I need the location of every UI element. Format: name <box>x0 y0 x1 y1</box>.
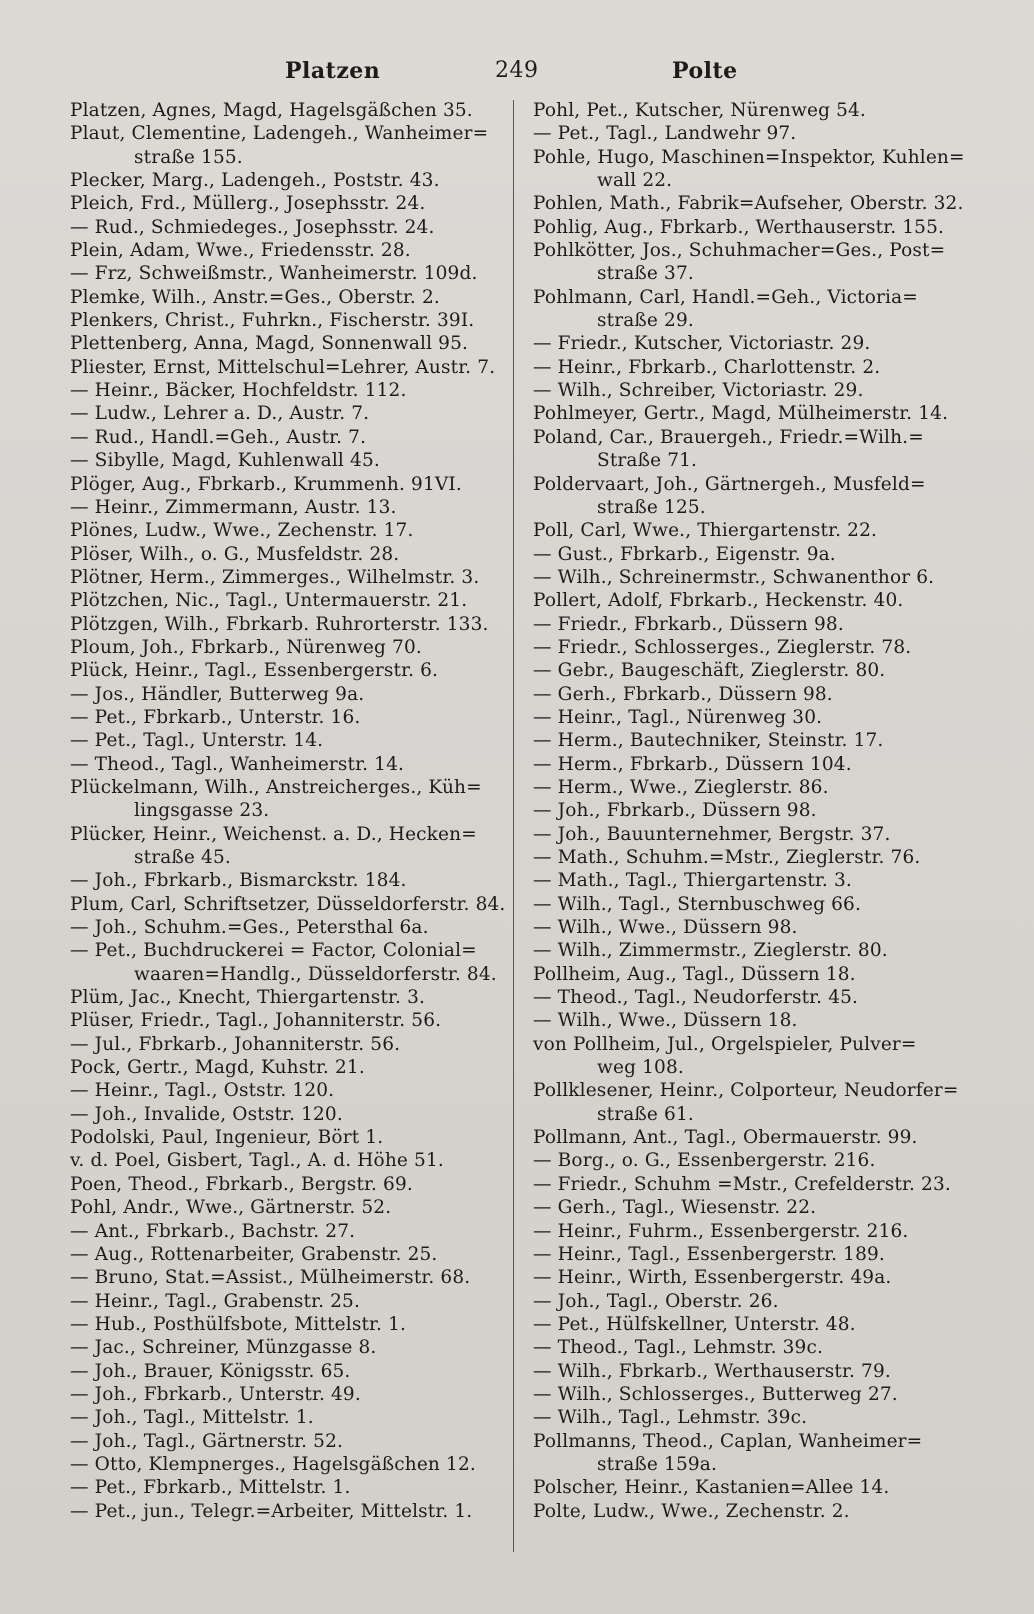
directory-entry <box>70 1173 502 1196</box>
entry-line: Pohlen, Math., Fabrik=Aufseher, Oberstr. 32. <box>533 193 964 215</box>
entry-line: Poldervaart, Joh., Gärtnergeh., Musfeld= <box>533 473 926 495</box>
entry-line: — Pet., Hülfskellner, Unterstr. 48. <box>533 1313 856 1335</box>
directory-entry <box>533 986 967 1009</box>
entry-line: Plum, Carl, Schriftsetzer, Düsseldorferstr. 84. <box>70 893 506 915</box>
directory-entry <box>533 893 967 916</box>
entry-line: Pleich, Frd., Müllerg., Josephsstr. 24. <box>70 193 426 215</box>
directory-entry <box>533 239 967 286</box>
directory-entry <box>70 1500 502 1523</box>
entry-line: Plecker, Marg., Ladengeh., Poststr. 43. <box>70 170 440 192</box>
directory-entry <box>533 566 967 589</box>
directory-entry <box>70 1056 502 1079</box>
entry-line: — Wilh., Wwe., Düssern 18. <box>533 1010 798 1032</box>
directory-entry <box>70 659 502 682</box>
directory-entry <box>533 1406 967 1429</box>
directory-entry <box>70 753 502 776</box>
entry-line: — Wilh., Wwe., Düssern 98. <box>533 917 798 939</box>
entry-line: Plückelmann, Wilh., Anstreicherges., Küh= <box>70 776 482 798</box>
entry-line: Plötner, Herm., Zimmerges., Wilhelmstr. 3. <box>70 566 480 588</box>
directory-entry <box>70 239 502 262</box>
entry-line: — Joh., Tagl., Mittelstr. 1. <box>70 1407 314 1429</box>
entry-line: Plein, Adam, Wwe., Friedensstr. 28. <box>70 240 411 262</box>
entry-line: — Frz, Schweißmstr., Wanheimerstr. 109d. <box>70 263 478 285</box>
entry-line: — Pet., jun., Telegr.=Arbeiter, Mittelstr. 1. <box>70 1500 473 1522</box>
entry-line: — Sibylle, Magd, Kuhlenwall 45. <box>70 450 380 472</box>
directory-entry <box>70 473 502 496</box>
entry-line: Pohlkötter, Jos., Schuhmacher=Ges., Post= <box>533 240 946 262</box>
directory-entry <box>70 379 502 402</box>
entry-line: Plöger, Aug., Fbrkarb., Krummenh. 91VI. <box>70 473 462 495</box>
entry-continuation-line: weg 108. <box>597 1057 684 1079</box>
directory-entry <box>533 1243 967 1266</box>
entry-line: — Heinr., Tagl., Grabenstr. 25. <box>70 1290 361 1312</box>
entry-line: — Jul., Fbrkarb., Johanniterstr. 56. <box>70 1033 401 1055</box>
entry-line: — Wilh., Schlosserges., Butterweg 27. <box>533 1383 898 1405</box>
entry-line: Polte, Ludw., Wwe., Zechenstr. 2. <box>533 1500 850 1522</box>
directory-entry <box>70 449 502 472</box>
directory-entry <box>533 589 967 612</box>
directory-entry <box>70 426 502 449</box>
entry-line: Pohle, Hugo, Maschinen=Inspektor, Kuhlen= <box>533 146 965 168</box>
entry-line: Plettenberg, Anna, Magd, Sonnenwall 95. <box>70 333 469 355</box>
entry-line: — Friedr., Schuhm =Mstr., Crefelderstr. 23. <box>533 1173 951 1195</box>
directory-entry <box>70 1290 502 1313</box>
directory-entry <box>70 1149 502 1172</box>
entry-line: Pohlmeyer, Gertr., Magd, Mülheimerstr. 14. <box>533 403 949 425</box>
entry-line: — Joh., Tagl., Oberstr. 26. <box>533 1290 779 1312</box>
right-column <box>533 99 967 1523</box>
header-right-keyword: Polte <box>672 58 738 84</box>
directory-entry <box>70 309 502 332</box>
page-header <box>60 58 994 94</box>
entry-line: — Pet., Fbrkarb., Mittelstr. 1. <box>70 1477 351 1499</box>
directory-entry <box>533 99 967 122</box>
entry-line: — Heinr., Fbrkarb., Charlottenstr. 2. <box>533 356 881 378</box>
entry-line: Pollheim, Aug., Tagl., Düssern 18. <box>533 963 856 985</box>
directory-entry <box>533 939 967 962</box>
entry-continuation-line: straße 37. <box>597 263 694 285</box>
entry-continuation-line: straße 45. <box>134 847 231 868</box>
directory-entry <box>70 1406 502 1429</box>
entry-continuation-line: lingsgasse 23. <box>134 800 270 822</box>
directory-entry <box>70 683 502 706</box>
entry-continuation-line: waaren=Handlg., Düsseldorferstr. 84. <box>134 963 497 985</box>
directory-entry <box>533 1220 967 1243</box>
entry-line: Plötzchen, Nic., Tagl., Untermauerstr. 21. <box>70 590 468 612</box>
directory-entry <box>70 1476 502 1499</box>
entry-line: Pohl, Andr., Wwe., Gärtnerstr. 52. <box>70 1197 392 1219</box>
directory-entry <box>533 519 967 542</box>
entry-line: — Aug., Rottenarbeiter, Grabenstr. 25. <box>70 1243 438 1265</box>
header-left-keyword: Platzen <box>285 58 381 84</box>
entry-line: — Pet., Tagl., Landwehr 97. <box>533 123 797 145</box>
entry-line: — Ludw., Lehrer a. D., Austr. 7. <box>70 403 370 425</box>
directory-entry <box>70 192 502 215</box>
directory-entry <box>533 1079 967 1126</box>
directory-entry <box>533 1266 967 1289</box>
directory-entry <box>533 1126 967 1149</box>
directory-entry <box>70 706 502 729</box>
directory-entry <box>533 1430 967 1477</box>
entry-line: Plücker, Heinr., Weichenst. a. D., Hecken= <box>70 823 477 845</box>
entry-line: Platzen, Agnes, Magd, Hagelsgäßchen 35. <box>70 100 473 121</box>
entry-line: — Borg., o. G., Essenbergerstr. 216. <box>533 1150 876 1172</box>
entry-line: — Heinr., Fuhrm., Essenbergerstr. 216. <box>533 1220 909 1242</box>
entry-line: — Wilh., Fbrkarb., Werthauserstr. 79. <box>533 1360 891 1382</box>
directory-entry <box>533 1500 967 1523</box>
directory-entry <box>533 1033 967 1080</box>
directory-entry <box>533 379 967 402</box>
directory-entry <box>70 1196 502 1219</box>
directory-entry <box>70 99 502 122</box>
directory-entry <box>533 706 967 729</box>
page-number: 249 <box>495 58 539 83</box>
directory-entry <box>70 1243 502 1266</box>
entry-line: Plüser, Friedr., Tagl., Johanniterstr. 56. <box>70 1010 442 1032</box>
directory-entry <box>533 146 967 193</box>
directory-entry <box>70 986 502 1009</box>
entry-line: — Wilh., Schreinermstr., Schwanenthor 6. <box>533 566 935 588</box>
entry-line: — Math., Tagl., Thiergartenstr. 3. <box>533 870 852 892</box>
directory-entry <box>533 402 967 425</box>
directory-entry <box>533 963 967 986</box>
entry-line: — Heinr., Wirth, Essenbergerstr. 49a. <box>533 1267 892 1289</box>
directory-entry <box>70 332 502 355</box>
entry-line: — Gerh., Fbrkarb., Düssern 98. <box>533 683 833 705</box>
entry-line: Plück, Heinr., Tagl., Essenbergerstr. 6. <box>70 660 439 682</box>
directory-entry <box>70 1220 502 1243</box>
entry-line: — Joh., Fbrkarb., Bismarckstr. 184. <box>70 870 407 892</box>
entry-line: — Friedr., Fbrkarb., Düssern 98. <box>533 613 844 635</box>
directory-entry <box>533 1173 967 1196</box>
entry-line: Plemke, Wilh., Anstr.=Ges., Oberstr. 2. <box>70 286 440 308</box>
directory-entry <box>533 659 967 682</box>
directory-entry <box>533 192 967 215</box>
entry-line: — Joh., Fbrkarb., Düssern 98. <box>533 800 817 822</box>
directory-entry <box>70 1033 502 1056</box>
column-divider <box>513 100 514 1552</box>
entry-line: — Rud., Schmiedeges., Josephsstr. 24. <box>70 216 435 238</box>
entry-line: Poen, Theod., Fbrkarb., Bergstr. 69. <box>70 1173 413 1195</box>
directory-entry <box>70 1103 502 1126</box>
entry-line: — Otto, Klempnerges., Hagelsgäßchen 12. <box>70 1453 476 1475</box>
directory-entry <box>70 519 502 542</box>
entry-line: — Wilh., Zimmermstr., Zieglerstr. 80. <box>533 940 888 962</box>
directory-entry <box>70 543 502 566</box>
directory-entry <box>70 939 502 986</box>
directory-entry <box>533 823 967 846</box>
entry-line: Pock, Gertr., Magd, Kuhstr. 21. <box>70 1057 365 1079</box>
entry-line: — Ant., Fbrkarb., Bachstr. 27. <box>70 1220 356 1242</box>
directory-entry <box>533 1360 967 1383</box>
directory-entry <box>70 402 502 425</box>
directory-entry <box>70 823 502 870</box>
entry-line: — Friedr., Kutscher, Victoriastr. 29. <box>533 333 871 355</box>
directory-entry <box>533 473 967 520</box>
entry-line: — Wilh., Schreiber, Victoriastr. 29. <box>533 380 864 402</box>
directory-entry <box>533 356 967 379</box>
entry-line: — Herm., Fbrkarb., Düssern 104. <box>533 753 852 775</box>
entry-line: Poland, Car., Brauergeh., Friedr.=Wilh.= <box>533 426 924 448</box>
directory-entry <box>70 1360 502 1383</box>
entry-continuation-line: straße 125. <box>597 496 706 518</box>
directory-entry <box>533 753 967 776</box>
directory-entry <box>533 1290 967 1313</box>
entry-line: — Pet., Fbrkarb., Unterstr. 16. <box>70 706 361 728</box>
entry-line: — Joh., Invalide, Oststr. 120. <box>70 1103 343 1125</box>
entry-line: — Heinr., Bäcker, Hochfeldstr. 112. <box>70 380 407 402</box>
entry-line: Pliester, Ernst, Mittelschul=Lehrer, Austr. 7. <box>70 356 496 378</box>
directory-entry <box>70 122 502 169</box>
entry-line: — Jac., Schreiner, Münzgasse 8. <box>70 1337 377 1359</box>
entry-line: — Theod., Tagl., Neudorferstr. 45. <box>533 987 859 1009</box>
entry-line: Ploum, Joh., Fbrkarb., Nürenweg 70. <box>70 636 422 658</box>
directory-entry <box>533 1476 967 1499</box>
entry-line: — Joh., Brauer, Königsstr. 65. <box>70 1360 351 1382</box>
directory-entry <box>533 1383 967 1406</box>
directory-entry <box>533 729 967 752</box>
entry-line: v. d. Poel, Gisbert, Tagl., A. d. Höhe 51. <box>70 1150 444 1172</box>
entry-line: — Heinr., Tagl., Nürenweg 30. <box>533 706 823 728</box>
entry-continuation-line: straße 61. <box>597 1103 694 1125</box>
entry-continuation-line: straße 159a. <box>597 1453 718 1475</box>
entry-line: Pohlig, Aug., Fbrkarb., Werthauserstr. 155. <box>533 216 945 238</box>
entry-line: — Gust., Fbrkarb., Eigenstr. 9a. <box>533 543 836 565</box>
entry-line: — Heinr., Zimmermann, Austr. 13. <box>70 496 397 518</box>
directory-entry <box>533 1196 967 1219</box>
directory-entry <box>70 1430 502 1453</box>
entry-line: — Hub., Posthülfsbote, Mittelstr. 1. <box>70 1313 407 1335</box>
directory-entry <box>70 916 502 939</box>
entry-line: — Bruno, Stat.=Assist., Mülheimerstr. 68. <box>70 1267 471 1289</box>
directory-entry <box>533 916 967 939</box>
entry-line: Plaut, Clementine, Ladengeh., Wanheimer= <box>70 123 489 145</box>
left-column <box>70 99 506 1523</box>
entry-line: — Wilh., Tagl., Sternbuschweg 66. <box>533 893 862 915</box>
directory-entry <box>70 1453 502 1476</box>
entry-line: — Joh., Tagl., Gärtnerstr. 52. <box>70 1430 344 1452</box>
directory-entry <box>70 1313 502 1336</box>
directory-entry <box>533 332 967 355</box>
entry-continuation-line: wall 22. <box>597 170 673 192</box>
entry-line: Plüm, Jac., Knecht, Thiergartenstr. 3. <box>70 987 426 1009</box>
entry-line: — Joh., Bauunternehmer, Bergstr. 37. <box>533 823 891 845</box>
directory-entry <box>533 216 967 239</box>
entry-line: Plenkers, Christ., Fuhrkn., Fischerstr. 39I. <box>70 310 475 332</box>
directory-entry <box>70 589 502 612</box>
entry-line: — Gebr., Baugeschäft, Zieglerstr. 80. <box>533 660 886 682</box>
directory-entry <box>70 216 502 239</box>
entry-line: — Joh., Schuhm.=Ges., Petersthal 6a. <box>70 917 429 939</box>
entry-line: — Herm., Wwe., Zieglerstr. 86. <box>533 776 829 798</box>
directory-entry <box>70 1009 502 1032</box>
entry-line: Pollmanns, Theod., Caplan, Wanheimer= <box>533 1430 923 1452</box>
directory-entry <box>70 729 502 752</box>
directory-entry <box>70 169 502 192</box>
directory-entry <box>533 776 967 799</box>
entry-line: Plönes, Ludw., Wwe., Zechenstr. 17. <box>70 520 414 542</box>
entry-continuation-line: straße 155. <box>134 146 243 168</box>
directory-entry <box>70 262 502 285</box>
directory-entry <box>70 636 502 659</box>
directory-entry <box>70 776 502 823</box>
directory-entry <box>533 426 967 473</box>
directory-entry <box>533 1149 967 1172</box>
directory-entry <box>533 286 967 333</box>
entry-line: Poll, Carl, Wwe., Thiergartenstr. 22. <box>533 520 878 542</box>
entry-line: — Gerh., Tagl., Wiesenstr. 22. <box>533 1197 817 1219</box>
directory-entry <box>533 1336 967 1359</box>
entry-continuation-line: Straße 71. <box>597 450 698 472</box>
directory-entry <box>70 566 502 589</box>
entry-line: — Pet., Tagl., Unterstr. 14. <box>70 730 324 752</box>
entry-line: Podolski, Paul, Ingenieur, Bört 1. <box>70 1127 384 1149</box>
directory-entry <box>533 543 967 566</box>
directory-entry <box>533 869 967 892</box>
entry-line: — Joh., Fbrkarb., Unterstr. 49. <box>70 1383 361 1405</box>
entry-line: — Heinr., Tagl., Oststr. 120. <box>70 1080 335 1102</box>
directory-entry <box>70 1079 502 1102</box>
directory-entry <box>70 356 502 379</box>
entry-line: Pollklesener, Heinr., Colporteur, Neudorfer= <box>533 1080 959 1102</box>
entry-line: — Wilh., Tagl., Lehmstr. 39c. <box>533 1407 808 1429</box>
directory-entry <box>70 1336 502 1359</box>
directory-entry <box>70 1266 502 1289</box>
directory-entry <box>533 683 967 706</box>
directory-entry <box>533 1313 967 1336</box>
directory-entry <box>533 1009 967 1032</box>
entry-line: — Jos., Händler, Butterweg 9a. <box>70 683 365 705</box>
entry-line: — Heinr., Tagl., Essenbergerstr. 189. <box>533 1243 885 1265</box>
entry-line: — Pet., Buchdruckerei = Factor, Colonial= <box>70 940 477 962</box>
entry-line: Pohl, Pet., Kutscher, Nürenweg 54. <box>533 100 866 121</box>
entry-line: — Math., Schuhm.=Mstr., Zieglerstr. 76. <box>533 847 921 868</box>
entry-line: Plötzgen, Wilh., Fbrkarb. Ruhrorterstr. 133. <box>70 613 489 635</box>
directory-entry <box>533 636 967 659</box>
directory-entry <box>533 846 967 869</box>
entry-line: — Friedr., Schlosserges., Zieglerstr. 78. <box>533 636 912 658</box>
directory-entry <box>533 613 967 636</box>
entry-line: von Pollheim, Jul., Orgelspieler, Pulver= <box>533 1033 917 1055</box>
entry-line: Polscher, Heinr., Kastanien=Allee 14. <box>533 1477 890 1499</box>
entry-line: Pollmann, Ant., Tagl., Obermauerstr. 99. <box>533 1127 918 1149</box>
directory-entry <box>70 496 502 519</box>
entry-line: — Rud., Handl.=Geh., Austr. 7. <box>70 426 367 448</box>
entry-line: Plöser, Wilh., o. G., Musfeldstr. 28. <box>70 543 400 565</box>
entry-line: — Theod., Tagl., Wanheimerstr. 14. <box>70 753 405 775</box>
directory-entry <box>533 122 967 145</box>
directory-entry <box>70 1126 502 1149</box>
entry-line: — Theod., Tagl., Lehmstr. 39c. <box>533 1337 824 1359</box>
directory-entry <box>533 799 967 822</box>
entry-continuation-line: straße 29. <box>597 310 694 332</box>
entry-line: Pohlmann, Carl, Handl.=Geh., Victoria= <box>533 286 918 308</box>
entry-line: Pollert, Adolf, Fbrkarb., Heckenstr. 40. <box>533 590 904 612</box>
directory-entry <box>70 1383 502 1406</box>
directory-entry <box>70 893 506 916</box>
directory-entry <box>70 286 502 309</box>
directory-entry <box>70 869 502 892</box>
directory-entry <box>70 613 502 636</box>
entry-line: — Herm., Bautechniker, Steinstr. 17. <box>533 730 884 752</box>
